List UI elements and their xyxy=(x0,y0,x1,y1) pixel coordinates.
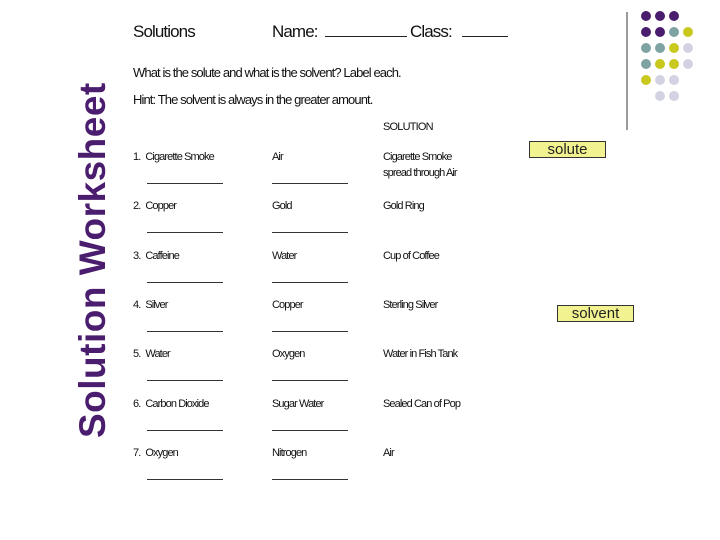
solution-column-header: SOLUTION xyxy=(383,121,433,133)
row-item-a xyxy=(133,398,209,410)
row-answer-blank-a[interactable] xyxy=(147,380,223,381)
dot-lime xyxy=(641,75,651,85)
row-number: 2. xyxy=(133,200,141,213)
row-answer-blank-a[interactable] xyxy=(147,430,223,431)
row-substance-a: Cigarette Smoke xyxy=(145,151,214,163)
name-label: Name: xyxy=(272,22,318,41)
dot-lime xyxy=(669,43,679,53)
row-substance-a: Water xyxy=(145,348,170,361)
dot-lime xyxy=(683,27,693,37)
decorative-divider xyxy=(626,12,628,130)
row-substance-b: Sugar Water xyxy=(272,397,324,410)
row-answer-blank-b[interactable] xyxy=(272,183,348,184)
row-solution: Air xyxy=(383,446,394,459)
row-item-a xyxy=(133,250,179,262)
row-item-a xyxy=(133,348,170,360)
solute-label-tile[interactable]: solute xyxy=(529,141,606,158)
row-number: 4. xyxy=(133,298,141,311)
dot-teal xyxy=(655,43,665,53)
row-solution: Sealed Can of Pop xyxy=(383,397,461,410)
decorative-dot-grid xyxy=(641,11,711,115)
row-item-a xyxy=(133,299,167,311)
row-substance-b: Oxygen xyxy=(272,348,305,361)
row-answer-blank-b[interactable] xyxy=(272,232,348,233)
dot-teal xyxy=(669,27,679,37)
row-answer-blank-b[interactable] xyxy=(272,282,348,283)
dot-purple xyxy=(669,11,679,21)
dot-lime xyxy=(655,59,665,69)
row-substance-b: Gold xyxy=(272,200,292,213)
row-solution: Cigarette Smoke xyxy=(383,151,452,163)
name-field[interactable] xyxy=(272,22,407,42)
row-substance-b: Copper xyxy=(272,298,303,311)
row-substance-b: Nitrogen xyxy=(272,446,307,459)
row-solution: Water in Fish Tank xyxy=(383,348,458,361)
row-substance-a: Copper xyxy=(145,200,177,213)
dot-purple xyxy=(655,27,665,37)
dot-lime xyxy=(669,59,679,69)
row-substance-a: Oxygen xyxy=(145,446,178,459)
row-substance-b: Air xyxy=(272,151,283,163)
row-answer-blank-b[interactable] xyxy=(272,380,348,381)
row-solution: Gold Ring xyxy=(383,200,424,213)
dot-lavender xyxy=(683,59,693,69)
row-answer-blank-a[interactable] xyxy=(147,232,223,233)
row-answer-blank-b[interactable] xyxy=(272,331,348,332)
row-answer-blank-a[interactable] xyxy=(147,282,223,283)
row-substance-a: Silver xyxy=(145,298,168,311)
dot-lavender xyxy=(655,91,665,101)
row-answer-blank-b[interactable] xyxy=(272,430,348,431)
class-label: Class: xyxy=(410,22,452,41)
dot-lavender xyxy=(669,91,679,101)
solvent-label-tile[interactable]: solvent xyxy=(557,305,634,322)
dot-lavender xyxy=(669,75,679,85)
row-number: 5. xyxy=(133,348,141,361)
row-answer-blank-a[interactable] xyxy=(147,479,223,480)
row-substance-b: Water xyxy=(272,249,297,262)
row-item-a xyxy=(133,151,214,163)
row-answer-blank-b[interactable] xyxy=(272,479,348,480)
dot-purple xyxy=(641,11,651,21)
dot-purple xyxy=(655,11,665,21)
name-blank[interactable] xyxy=(325,36,407,37)
dot-teal xyxy=(641,43,651,53)
instruction-line-2: Hint: The solvent is always in the greater amount. xyxy=(133,92,373,107)
row-number: 3. xyxy=(133,249,141,262)
instruction-line-1: What is the solute and what is the solvent? Label each. xyxy=(133,65,401,80)
row-number: 1. xyxy=(133,151,141,163)
dot-purple xyxy=(641,27,651,37)
dot-lavender xyxy=(655,75,665,85)
row-solution-line-2: spread through Air xyxy=(383,167,457,179)
row-item-a xyxy=(133,447,178,459)
side-title: Solution Worksheet xyxy=(72,82,113,438)
row-item-a xyxy=(133,200,176,212)
row-number: 6. xyxy=(133,397,141,410)
row-answer-blank-a[interactable] xyxy=(147,183,223,184)
row-substance-a: Carbon Dioxide xyxy=(145,397,209,410)
row-substance-a: Caffeine xyxy=(145,249,179,262)
page-title: Solutions xyxy=(133,22,195,41)
dot-teal xyxy=(641,59,651,69)
class-field[interactable] xyxy=(410,22,508,42)
row-solution: Sterling Silver xyxy=(383,298,438,311)
dot-lavender xyxy=(683,43,693,53)
class-blank[interactable] xyxy=(462,36,508,37)
row-number: 7. xyxy=(133,446,141,459)
row-solution: Cup of Coffee xyxy=(383,249,439,262)
row-answer-blank-a[interactable] xyxy=(147,331,223,332)
